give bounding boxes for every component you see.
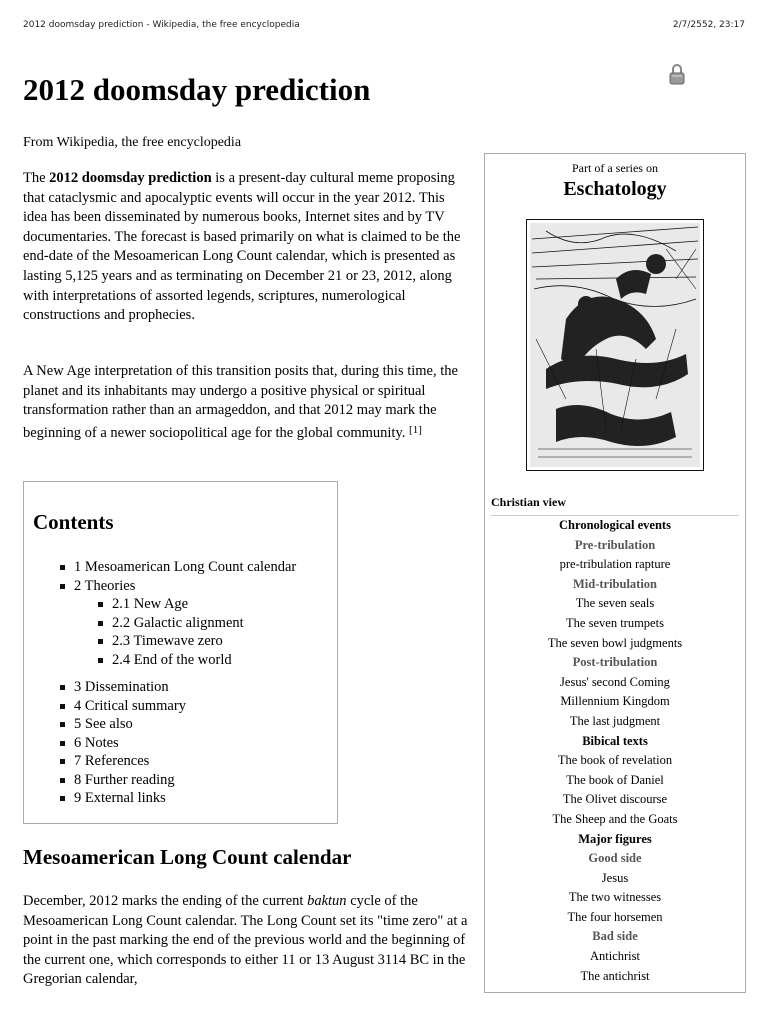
infobox-list bbox=[485, 516, 745, 986]
toc-link[interactable]: 5 See also bbox=[60, 715, 186, 734]
infobox-pretitle: Part of a series on bbox=[572, 161, 658, 175]
infobox-heading: Major figures bbox=[578, 831, 652, 846]
toc-link[interactable]: 6 Notes bbox=[60, 734, 186, 753]
infobox-item[interactable]: The last judgment bbox=[569, 713, 661, 728]
infobox-subheading[interactable]: Pre-tribulation bbox=[574, 537, 656, 552]
infobox-item[interactable]: The seven trumpets bbox=[566, 615, 664, 630]
infobox-item[interactable]: The antichrist bbox=[580, 968, 650, 983]
eschatology-infobox bbox=[484, 153, 746, 993]
infobox-title[interactable]: Eschatology bbox=[563, 178, 667, 200]
toc-sublink[interactable]: 2.3 Timewave zero bbox=[98, 632, 244, 651]
infobox-heading: Bibical texts bbox=[582, 733, 648, 748]
infobox-item[interactable]: Millennium Kingdom bbox=[560, 694, 670, 709]
print-header bbox=[23, 20, 745, 34]
infobox-item[interactable]: Jesus' second Coming bbox=[560, 674, 670, 689]
infobox-item[interactable]: The book of Daniel bbox=[566, 772, 664, 787]
site-subtitle: From Wikipedia, the free encyclopedia bbox=[23, 135, 242, 150]
infobox-subheading[interactable]: Good side bbox=[588, 851, 642, 866]
toc-link[interactable]: 2 Theories bbox=[60, 577, 296, 596]
infobox-item[interactable]: pre-tribulation rapture bbox=[559, 557, 671, 572]
toc-sublink[interactable]: 2.1 New Age bbox=[98, 595, 244, 614]
toc-link[interactable]: 7 References bbox=[60, 752, 186, 771]
intro-paragraph-2: A New Age interpretation of this transition posits that, during this time, the planet and its inhabitants may undergo a positive physical or spiritual transformation rather than an armageddon, and that 2012 may mark the beginning of a newer sociopolitical age for the global community. [1] bbox=[23, 363, 458, 441]
infobox-item[interactable]: The seven bowl judgments bbox=[547, 635, 683, 650]
section-paragraph: December, 2012 marks the ending of the current baktun cycle of the Mesoamerican Long Count calendar. The Long Count set its "time zero" at a point in the past marking the end of the previous world and the beginning of the current one, which corresponds to either 11 or 13 August 3114 BC in the Gregorian calendar, bbox=[23, 893, 468, 988]
print-header-title: 2012 doomsday prediction - Wikipedia, the free encyclopedia bbox=[23, 20, 300, 30]
infobox-item[interactable]: Antichrist bbox=[590, 949, 640, 964]
infobox-heading: Chronological events bbox=[559, 518, 671, 532]
infobox-item[interactable]: Jesus bbox=[601, 870, 629, 885]
toc-title: Contents bbox=[33, 510, 114, 534]
article-subject-bold: 2012 doomsday prediction bbox=[49, 170, 212, 186]
toc-sublink[interactable]: 2.2 Galactic alignment bbox=[98, 614, 244, 633]
lock-icon bbox=[669, 63, 685, 85]
toc-link[interactable]: 4 Critical summary bbox=[60, 697, 186, 716]
infobox-item[interactable]: The two witnesses bbox=[568, 890, 662, 905]
toc-link[interactable]: 3 Dissemination bbox=[60, 678, 186, 697]
toc-sublink[interactable]: 2.4 End of the world bbox=[98, 651, 244, 670]
section-heading: Mesoamerican Long Count calendar bbox=[23, 845, 352, 869]
toc-link[interactable]: 9 External links bbox=[60, 789, 186, 808]
intro-paragraph-1: The 2012 doomsday prediction is a present-day cultural meme proposing that cataclysmic and apocalyptic events will occur in the year 2012. This idea has been disseminated by numerous books, Internet sites and by TV documentaries. The forecast is based primarily on what is claimed to be the end-date of the Mesoamerican Long Count calendar, which is presented as lasting 5,125 years and as terminating on December 21 or 23, 2012, along with interpretations of assorted legends, scriptures, numerological constructions and prophecies. bbox=[23, 170, 461, 324]
infobox-subheading[interactable]: Mid-tribulation bbox=[572, 576, 658, 591]
infobox-item[interactable]: The seven seals bbox=[575, 596, 655, 611]
infobox-subheading[interactable]: Post-tribulation bbox=[572, 655, 658, 670]
toc-link[interactable]: 8 Further reading bbox=[60, 771, 186, 790]
print-header-datetime: 2/7/2552, 23:17 bbox=[672, 20, 745, 30]
page-title: 2012 doomsday prediction bbox=[23, 72, 371, 107]
four-horsemen-woodcut-image[interactable] bbox=[526, 219, 704, 471]
toc-link[interactable]: 1 Mesoamerican Long Count calendar bbox=[60, 558, 296, 577]
infobox-item[interactable]: The four horsemen bbox=[567, 909, 663, 924]
infobox-item[interactable]: The Olivet discourse bbox=[562, 792, 668, 807]
infobox-subheading[interactable]: Bad side bbox=[592, 929, 638, 944]
infobox-item[interactable]: The book of revelation bbox=[557, 753, 673, 768]
citation-link[interactable]: [1] bbox=[409, 423, 422, 436]
table-of-contents bbox=[23, 481, 338, 824]
infobox-group-heading[interactable]: Christian view bbox=[491, 495, 566, 509]
infobox-item[interactable]: The Sheep and the Goats bbox=[552, 811, 678, 826]
